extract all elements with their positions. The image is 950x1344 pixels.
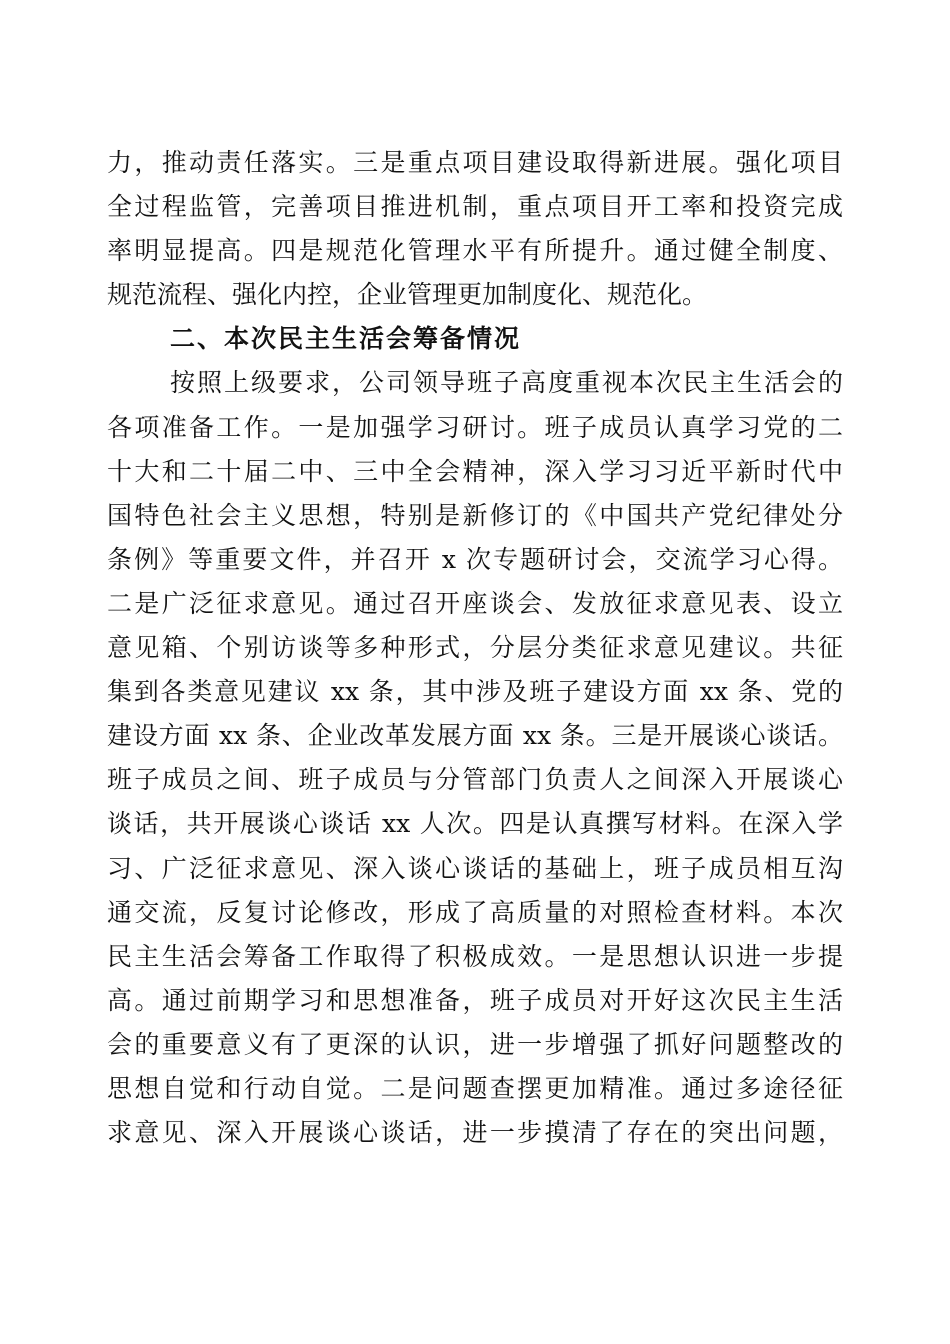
paragraph-line: 国特色社会主义思想，特别是新修订的《中国共产党纪律处分 bbox=[107, 501, 843, 530]
paragraph-line: 谈话，共开展谈心谈话 xx 人次。四是认真撰写材料。在深入学 bbox=[107, 809, 843, 838]
paragraph-line: 求意见、深入开展谈心谈话，进一步摸清了存在的突出问题， bbox=[107, 1118, 843, 1147]
paragraph-line: 集到各类意见建议 xx 条，其中涉及班子建设方面 xx 条、党的 bbox=[107, 677, 843, 706]
paragraph-line: 意见箱、个别访谈等多种形式，分层分类征求意见建议。共征 bbox=[107, 633, 843, 662]
paragraph-line: 十大和二十届二中、三中全会精神，深入学习习近平新时代中 bbox=[107, 457, 843, 486]
paragraph-line: 各项准备工作。一是加强学习研讨。班子成员认真学习党的二 bbox=[107, 413, 843, 442]
paragraph-line: 条例》等重要文件，并召开 x 次专题研讨会，交流学习心得。 bbox=[107, 545, 843, 574]
paragraph-line: 高。通过前期学习和思想准备，班子成员对开好这次民主生活 bbox=[107, 986, 843, 1015]
paragraph-line: 会的重要意义有了更深的认识，进一步增强了抓好问题整改的 bbox=[107, 1030, 843, 1059]
paragraph-line: 力，推动责任落实。三是重点项目建设取得新进展。强化项目 bbox=[107, 148, 843, 177]
paragraph-line: 思想自觉和行动自觉。二是问题查摆更加精准。通过多途径征 bbox=[107, 1074, 843, 1103]
paragraph-line: 通交流，反复讨论修改，形成了高质量的对照检查材料。本次 bbox=[107, 898, 843, 927]
paragraph-line: 二是广泛征求意见。通过召开座谈会、发放征求意见表、设立 bbox=[107, 589, 843, 618]
paragraph-line: 习、广泛征求意见、深入谈心谈话的基础上，班子成员相互沟 bbox=[107, 854, 843, 883]
section-heading: 二、本次民主生活会筹备情况 bbox=[170, 324, 522, 353]
paragraph-line: 规范流程、强化内控，企业管理更加制度化、规范化。 bbox=[107, 280, 708, 309]
paragraph-line: 民主生活会筹备工作取得了积极成效。一是思想认识进一步提 bbox=[107, 942, 843, 971]
paragraph-line: 按照上级要求，公司领导班子高度重视本次民主生活会的 bbox=[170, 368, 843, 397]
paragraph-line: 班子成员之间、班子成员与分管部门负责人之间深入开展谈心 bbox=[107, 765, 843, 794]
paragraph-line: 全过程监管，完善项目推进机制，重点项目开工率和投资完成 bbox=[107, 192, 843, 221]
paragraph-line: 建设方面 xx 条、企业改革发展方面 xx 条。三是开展谈心谈话。 bbox=[107, 721, 843, 750]
paragraph-line: 率明显提高。四是规范化管理水平有所提升。通过健全制度、 bbox=[107, 236, 843, 265]
